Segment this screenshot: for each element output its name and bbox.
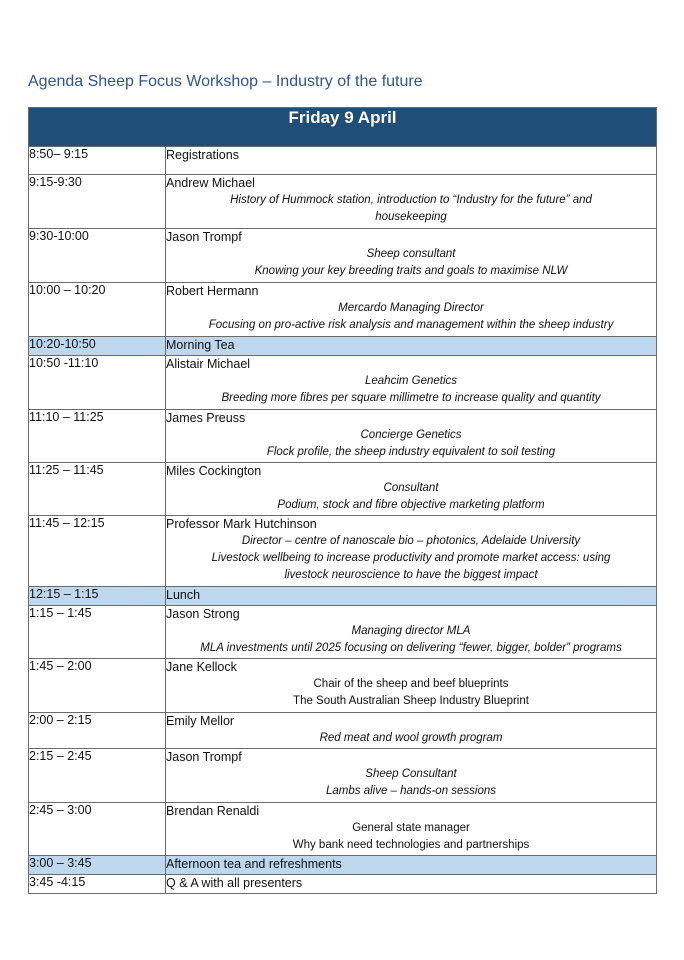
session-detail: housekeeping xyxy=(375,211,447,223)
session-content xyxy=(166,283,657,337)
session-detail: Managing director MLA xyxy=(351,625,471,637)
agenda-row xyxy=(29,875,657,894)
session-title: Robert Hermann xyxy=(166,284,259,298)
session-time: 8:50– 9:15 xyxy=(29,147,166,175)
session-title: Jason Trompf xyxy=(166,750,242,764)
session-detail: Director – centre of nanoscale bio – photonics, Adelaide University xyxy=(241,535,581,547)
session-time: 10:50 -11:10 xyxy=(29,356,166,410)
agenda-row xyxy=(29,229,657,283)
session-title: Afternoon tea and refreshments xyxy=(166,857,342,871)
session-time: 10:00 – 10:20 xyxy=(29,283,166,337)
session-content xyxy=(166,463,657,516)
session-detail: Breeding more fibres per square millimetre to increase quality and quantity xyxy=(221,392,601,404)
agenda-row xyxy=(29,516,657,587)
session-title: Alistair Michael xyxy=(166,357,251,371)
agenda-row xyxy=(29,175,657,229)
session-detail: Lambs alive – hands-on sessions xyxy=(325,785,497,797)
session-time: 2:00 – 2:15 xyxy=(29,713,166,749)
session-time: 2:15 – 2:45 xyxy=(29,749,166,803)
session-detail: Consultant xyxy=(383,482,439,494)
session-content xyxy=(166,713,657,749)
session-title: Emily Mellor xyxy=(166,714,235,728)
session-content xyxy=(166,875,657,894)
session-title: Jason Strong xyxy=(166,607,240,621)
session-title: Jason Trompf xyxy=(166,230,242,244)
day-header-row xyxy=(29,108,657,147)
session-content xyxy=(166,606,657,659)
session-time: 11:10 – 11:25 xyxy=(29,410,166,463)
session-detail: General state manager xyxy=(352,822,470,834)
session-time: 9:15-9:30 xyxy=(29,175,166,229)
session-content xyxy=(166,337,657,356)
session-content xyxy=(166,856,657,875)
session-content xyxy=(166,229,657,283)
session-content xyxy=(166,175,657,229)
session-time: 9:30-10:00 xyxy=(29,229,166,283)
session-title: James Preuss xyxy=(166,411,246,425)
session-detail: Sheep consultant xyxy=(366,248,456,260)
session-detail: Chair of the sheep and beef blueprints xyxy=(313,678,509,690)
agenda-row xyxy=(29,147,657,175)
agenda-row xyxy=(29,713,657,749)
session-time: 3:45 -4:15 xyxy=(29,875,166,894)
session-time: 3:00 – 3:45 xyxy=(29,856,166,875)
session-detail: Podium, stock and fibre objective marketing platform xyxy=(277,499,545,511)
session-title: Registrations xyxy=(166,148,239,162)
session-time: 1:15 – 1:45 xyxy=(29,606,166,659)
session-detail: Why bank need technologies and partnerships xyxy=(292,839,530,851)
day-header: Friday 9 April xyxy=(29,108,657,147)
session-time: 11:25 – 11:45 xyxy=(29,463,166,516)
session-detail: Flock profile, the sheep industry equivalent to soil testing xyxy=(266,446,556,458)
session-time: 12:15 – 1:15 xyxy=(29,587,166,606)
session-detail: Focusing on pro-active risk analysis and management within the sheep industry xyxy=(208,319,614,331)
agenda-row xyxy=(29,749,657,803)
agenda-row xyxy=(29,283,657,337)
agenda-row xyxy=(29,606,657,659)
agenda-row xyxy=(29,463,657,516)
session-detail: Knowing your key breeding traits and goals to maximise NLW xyxy=(254,265,568,277)
session-time: 2:45 – 3:00 xyxy=(29,803,166,856)
agenda-row xyxy=(29,356,657,410)
page-title: Agenda Sheep Focus Workshop – Industry of the future xyxy=(28,73,423,90)
agenda-table xyxy=(28,107,657,894)
session-title: Lunch xyxy=(166,588,201,602)
session-detail: Leahcim Genetics xyxy=(364,375,458,387)
session-detail: livestock neuroscience to have the biggest impact xyxy=(284,569,538,581)
session-content xyxy=(166,803,657,856)
session-detail: Mercardo Managing Director xyxy=(338,302,484,314)
session-detail: Sheep Consultant xyxy=(365,768,457,780)
session-time: 1:45 – 2:00 xyxy=(29,659,166,713)
session-title: Q & A with all presenters xyxy=(166,876,303,890)
agenda-break-row xyxy=(29,587,657,606)
session-detail: MLA investments until 2025 focusing on delivering “fewer, bigger, bolder” programs xyxy=(200,642,622,654)
session-content xyxy=(166,356,657,410)
session-content xyxy=(166,587,657,606)
session-content xyxy=(166,410,657,463)
session-content xyxy=(166,659,657,713)
session-content xyxy=(166,147,657,175)
session-title: Professor Mark Hutchinson xyxy=(166,517,317,531)
session-time: 11:45 – 12:15 xyxy=(29,516,166,587)
session-detail: Red meat and wool growth program xyxy=(319,732,503,744)
agenda-break-row xyxy=(29,337,657,356)
session-detail: The South Australian Sheep Industry Blueprint xyxy=(293,695,529,707)
session-detail: Concierge Genetics xyxy=(360,429,462,441)
agenda-break-row xyxy=(29,856,657,875)
agenda-row xyxy=(29,803,657,856)
session-title: Morning Tea xyxy=(166,338,235,352)
agenda-row xyxy=(29,659,657,713)
agenda-row xyxy=(29,410,657,463)
session-detail: History of Hummock station, introduction to “Industry for the future” and xyxy=(230,194,592,206)
session-content xyxy=(166,516,657,587)
session-title: Jane Kellock xyxy=(166,660,237,674)
session-content xyxy=(166,749,657,803)
session-title: Brendan Renaldi xyxy=(166,804,260,818)
session-time: 10:20-10:50 xyxy=(29,337,166,356)
session-title: Andrew Michael xyxy=(166,176,255,190)
session-title: Miles Cockington xyxy=(166,464,262,478)
session-detail: Livestock wellbeing to increase productivity and promote market access: using xyxy=(211,552,611,564)
